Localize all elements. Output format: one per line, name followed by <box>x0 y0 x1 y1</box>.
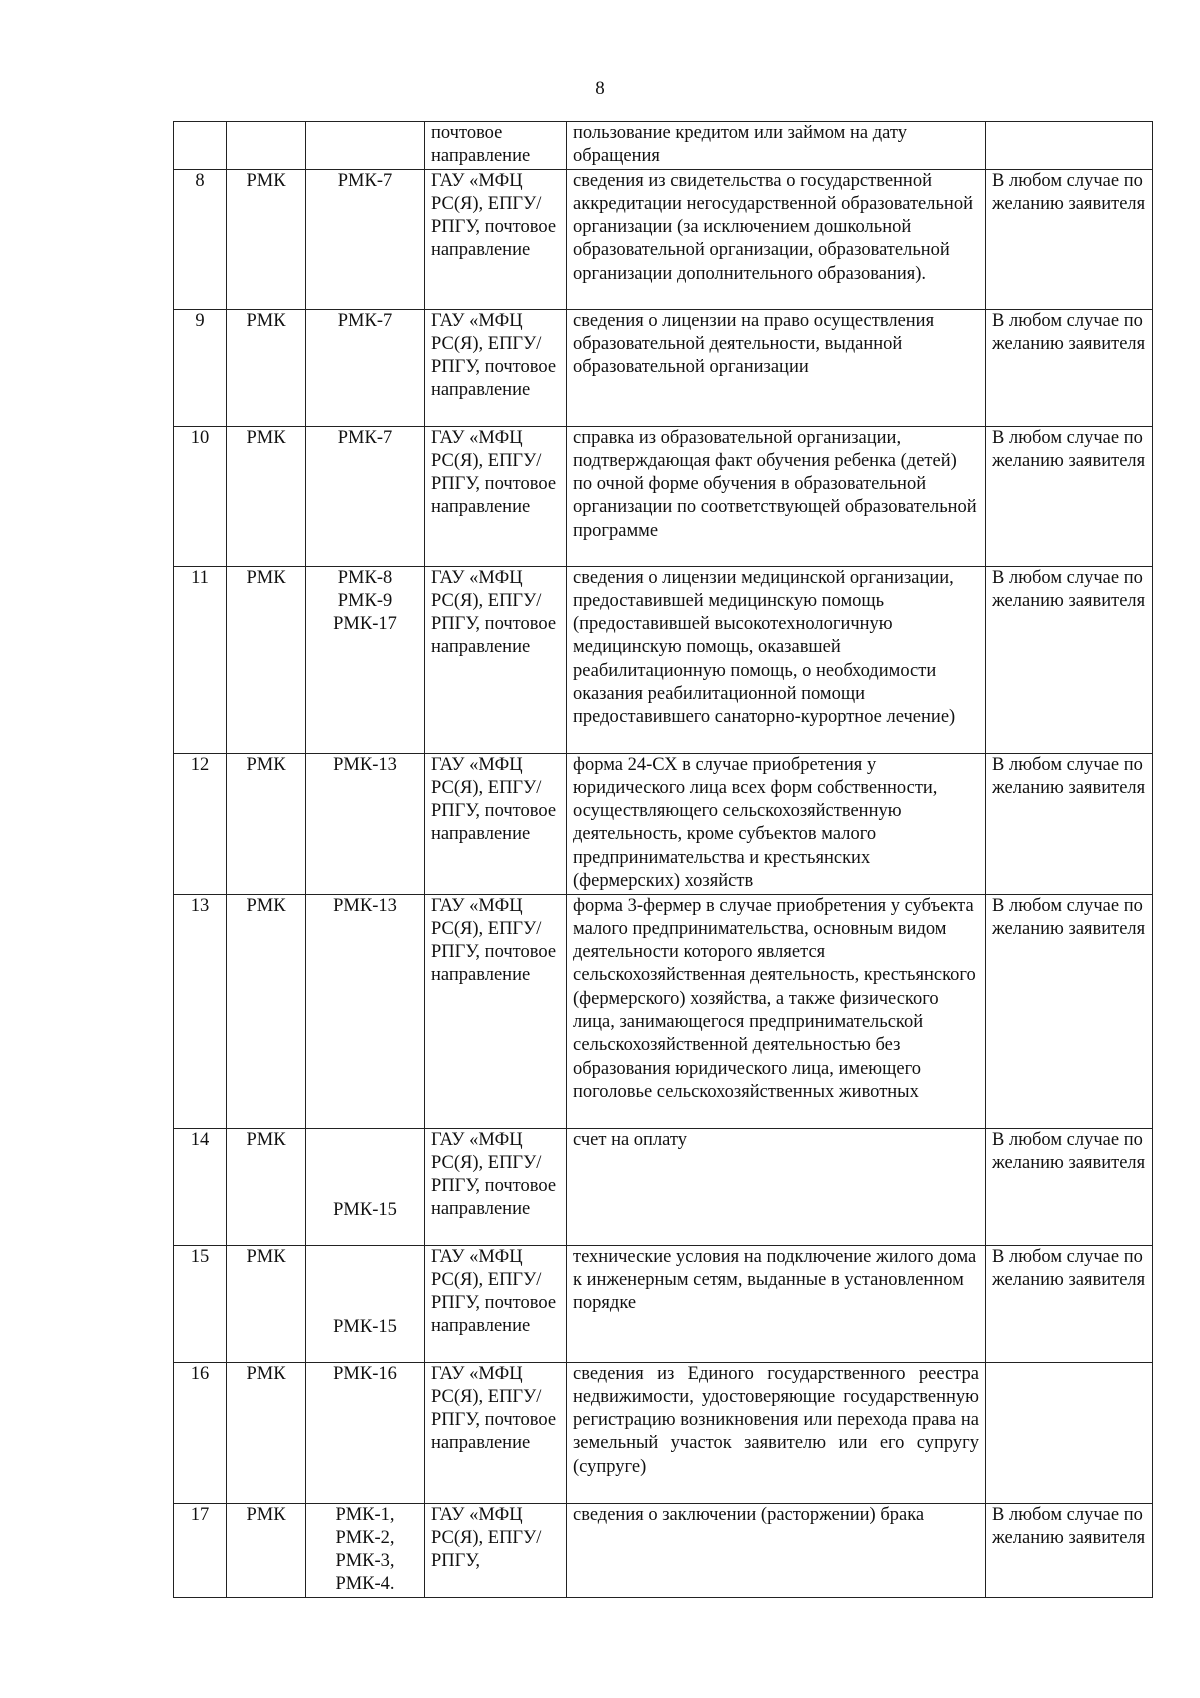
document-cell: сведения из Единого государственного реестра недвижимости, удостоверяющие государственную регистрацию возникновения или перехода права на земельный участок заявителю или его супругу (супруге) <box>567 1362 986 1503</box>
row-number-cell <box>174 122 227 170</box>
organization-cell <box>227 122 306 170</box>
page-number: 8 <box>595 78 605 99</box>
channel-cell: ГАУ «МФЦ РС(Я), ЕПГУ/РПГУ, почтовое направление <box>425 169 567 309</box>
channel-cell: почтовое направление <box>425 122 567 170</box>
organization-cell: РМК <box>227 566 306 753</box>
document-cell: форма 3-фермер в случае приобретения у субъекта малого предпринимательства, основным видом деятельности которого является сельскохозяйственная деятельность, крестьянского (фермерского) хозяйства, а также физического лица, занимающегося предпринимательской сельскохозяйственной деятельностью без образования юридического лица, имеющего поголовье сельскохозяйственных животных <box>567 894 986 1128</box>
request-code-cell: РМК-13 <box>306 753 425 894</box>
request-code-cell: РМК-7 <box>306 426 425 566</box>
note-cell: В любом случае по желанию заявителя <box>986 1128 1153 1245</box>
document-cell: сведения о лицензии медицинской организации, предоставившей медицинскую помощь (предоставившей высокотехнологичную медицинскую помощь, оказавшей реабилитационную помощь, о необходимости оказания реабилитационной помощи предоставившего санаторно-курортное лечение) <box>567 566 986 753</box>
channel-cell: ГАУ «МФЦ РС(Я), ЕПГУ/РПГУ, <box>425 1503 567 1597</box>
document-cell: счет на оплату <box>567 1128 986 1245</box>
table-row <box>174 753 1153 894</box>
note-cell: В любом случае по желанию заявителя <box>986 1245 1153 1362</box>
table-row <box>174 309 1153 426</box>
row-number-cell: 8 <box>174 169 227 309</box>
row-number-cell: 10 <box>174 426 227 566</box>
channel-cell: ГАУ «МФЦ РС(Я), ЕПГУ/РПГУ, почтовое направление <box>425 566 567 753</box>
request-code-cell: РМК-1, РМК-2, РМК-3, РМК-4. <box>306 1503 425 1597</box>
table-row <box>174 122 1153 170</box>
note-cell: В любом случае по желанию заявителя <box>986 753 1153 894</box>
request-code-cell: РМК-16 <box>306 1362 425 1503</box>
row-number-cell: 14 <box>174 1128 227 1245</box>
request-code-cell <box>306 122 425 170</box>
channel-cell: ГАУ «МФЦ РС(Я), ЕПГУ/РПГУ, почтовое направление <box>425 1128 567 1245</box>
organization-cell: РМК <box>227 1503 306 1597</box>
organization-cell: РМК <box>227 309 306 426</box>
table-row <box>174 426 1153 566</box>
table-row <box>174 1245 1153 1362</box>
channel-cell: ГАУ «МФЦ РС(Я), ЕПГУ/РПГУ, почтовое направление <box>425 1362 567 1503</box>
row-number-cell: 13 <box>174 894 227 1128</box>
request-code-cell: РМК-13 <box>306 894 425 1128</box>
request-code-cell: РМК-8 РМК-9 РМК-17 <box>306 566 425 753</box>
document-cell: сведения из свидетельства о государственной аккредитации негосударственной образовательной организации (за исключением дошкольной образовательной организации, образовательной организации дополнительного образования). <box>567 169 986 309</box>
organization-cell: РМК <box>227 1128 306 1245</box>
organization-cell: РМК <box>227 894 306 1128</box>
channel-cell: ГАУ «МФЦ РС(Я), ЕПГУ/РПГУ, почтовое направление <box>425 309 567 426</box>
table-row <box>174 1128 1153 1245</box>
document-cell: пользование кредитом или займом на дату обращения <box>567 122 986 170</box>
table-row <box>174 169 1153 309</box>
channel-cell: ГАУ «МФЦ РС(Я), ЕПГУ/РПГУ, почтовое направление <box>425 426 567 566</box>
channel-cell: ГАУ «МФЦ РС(Я), ЕПГУ/РПГУ, почтовое направление <box>425 894 567 1128</box>
note-cell: В любом случае по желанию заявителя <box>986 426 1153 566</box>
documents-table <box>173 121 1153 1598</box>
channel-cell: ГАУ «МФЦ РС(Я), ЕПГУ/РПГУ, почтовое направление <box>425 1245 567 1362</box>
note-cell: В любом случае по желанию заявителя <box>986 1503 1153 1597</box>
request-code-cell: РМК-15 <box>306 1245 425 1362</box>
note-cell: В любом случае по желанию заявителя <box>986 566 1153 753</box>
row-number-cell: 15 <box>174 1245 227 1362</box>
note-cell: В любом случае по желанию заявителя <box>986 894 1153 1128</box>
table-row <box>174 1362 1153 1503</box>
document-cell: справка из образовательной организации, подтверждающая факт обучения ребенка (детей) по очной форме обучения в образовательной организации по соответствующей образовательной программе <box>567 426 986 566</box>
row-number-cell: 16 <box>174 1362 227 1503</box>
organization-cell: РМК <box>227 169 306 309</box>
organization-cell: РМК <box>227 1245 306 1362</box>
table-row <box>174 894 1153 1128</box>
organization-cell: РМК <box>227 1362 306 1503</box>
document-cell: технические условия на подключение жилого дома к инженерным сетям, выданные в установленном порядке <box>567 1245 986 1362</box>
table-row <box>174 566 1153 753</box>
document-cell: сведения о заключении (расторжении) брака <box>567 1503 986 1597</box>
row-number-cell: 12 <box>174 753 227 894</box>
note-cell <box>986 122 1153 170</box>
document-cell: сведения о лицензии на право осуществления образовательной деятельности, выданной образовательной организации <box>567 309 986 426</box>
request-code-cell: РМК-7 <box>306 309 425 426</box>
request-code-cell: РМК-7 <box>306 169 425 309</box>
channel-cell: ГАУ «МФЦ РС(Я), ЕПГУ/РПГУ, почтовое направление <box>425 753 567 894</box>
note-cell: В любом случае по желанию заявителя <box>986 169 1153 309</box>
row-number-cell: 11 <box>174 566 227 753</box>
table-row <box>174 1503 1153 1597</box>
row-number-cell: 9 <box>174 309 227 426</box>
row-number-cell: 17 <box>174 1503 227 1597</box>
organization-cell: РМК <box>227 753 306 894</box>
note-cell: В любом случае по желанию заявителя <box>986 309 1153 426</box>
organization-cell: РМК <box>227 426 306 566</box>
note-cell <box>986 1362 1153 1503</box>
request-code-cell: РМК-15 <box>306 1128 425 1245</box>
document-cell: форма 24-СХ в случае приобретения у юридического лица всех форм собственности, осуществляющего сельскохозяйственную деятельность, кроме субъектов малого предпринимательства и крестьянских (фермерских) хозяйств <box>567 753 986 894</box>
